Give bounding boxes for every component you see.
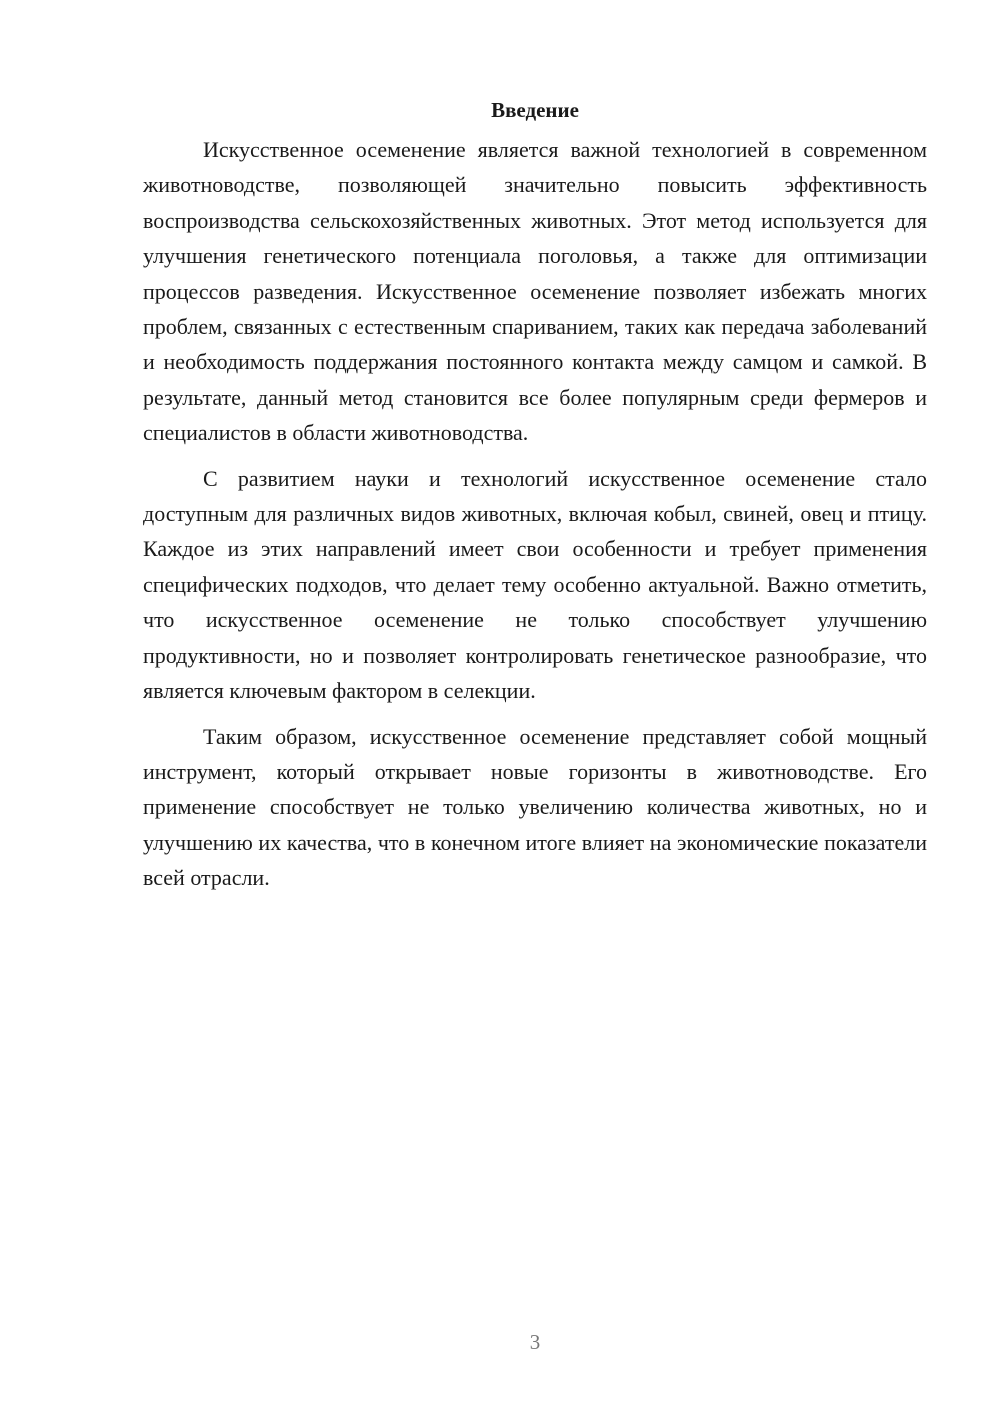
- page-content: [143, 92, 927, 906]
- paragraph-3: Таким образом, искусственное осеменение представляет собой мощный инструмент, который открывает новые горизонты в животноводстве. Его применение способствует не только увеличению количества животных, но и улучшению их качества, что в конечном итоге влияет на экономические показатели всей отрасли.: [143, 723, 927, 891]
- section-heading: Введение: [491, 98, 579, 122]
- page-number: 3: [529, 1330, 541, 1354]
- paragraph-2: С развитием науки и технологий искусственное осеменение стало доступным для различных видов животных, включая кобыл, свиней, овец и птицу. Каждое из этих направлений имеет свои особенности и требует применения специфических подходов, что делает тему особенно актуальной. Важно отметить, что искусственное осеменение не только способствует улучшению продуктивности, но и позволяет контролировать генетическое разнообразие, что является ключевым фактором в селекции.: [143, 465, 927, 704]
- paragraph-1: Искусственное осеменение является важной технологией в современном животноводстве, позволяющей значительно повысить эффективность воспроизводства сельскохозяйственных животных. Этот метод используется для улучшения генетического потенциала поголовья, а также для оптимизации процессов разведения. Искусственное осеменение позволяет избежать многих проблем, связанных с естественным спариванием, таких как передача заболеваний и необходимость поддержания постоянного контакта между самцом и самкой. В результате, данный метод становится все более популярным среди фермеров и специалистов в области животноводства.: [143, 137, 927, 446]
